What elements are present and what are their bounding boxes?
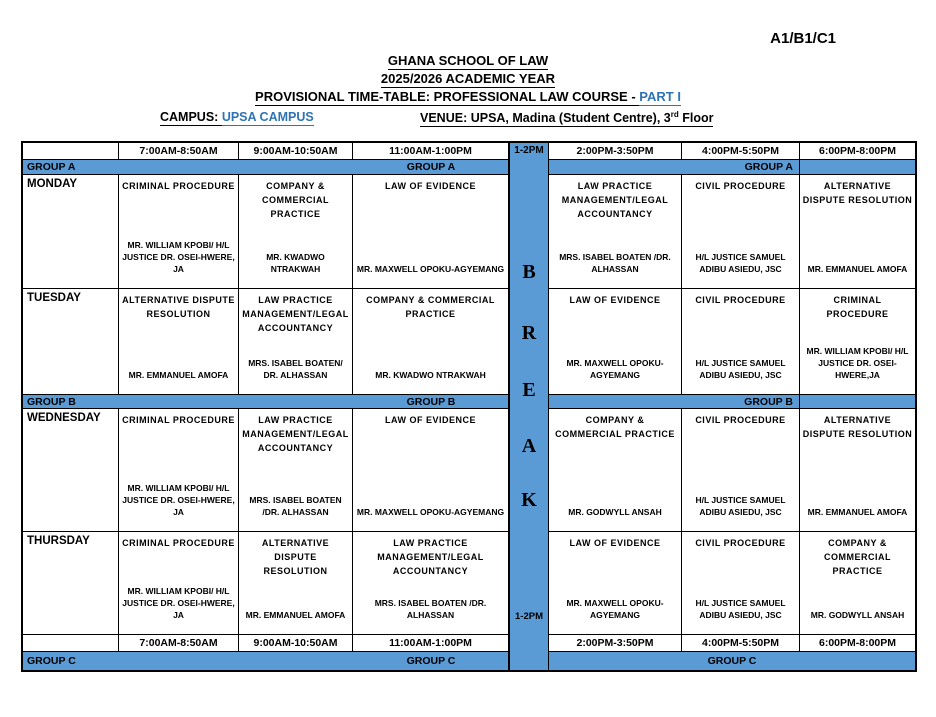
time-header: 6:00PM-8:00PM xyxy=(800,143,915,160)
slot-cell: CRIMINAL PROCEDURE MR. WILLIAM KPOBI/ H/L JUSTICE DR. OSEI-HWERE, JA xyxy=(119,532,239,635)
time-header: 2:00PM-3:50PM xyxy=(549,143,682,160)
campus-line: CAMPUS: UPSA CAMPUS xyxy=(160,110,314,124)
slot-cell: COMPANY & COMMERCIAL PRACTICE MR. GODWYLL ANSAH xyxy=(549,409,682,532)
break-letter: R xyxy=(521,322,537,344)
slot-cell: ALTERNATIVE DISPUTE RESOLUTION MR. EMMANUEL AMOFA xyxy=(119,289,239,395)
group-b-bar-right: GROUP B xyxy=(549,395,800,409)
slot-cell: COMPANY & COMMERCIAL PRACTICE MR. KWADWO NTRAKWAH xyxy=(353,289,509,395)
group-c-bar-left: GROUP C GROUP C xyxy=(23,652,509,670)
slot-cell: LAW OF EVIDENCE MR. MAXWELL OPOKU-AGYEMANG xyxy=(353,409,509,532)
school-title: GHANA SCHOOL OF LAW xyxy=(387,53,549,68)
day-label: WEDNESDAY xyxy=(23,409,119,532)
group-c-bar-right: GROUP C xyxy=(549,652,915,670)
document-title: PROVISIONAL TIME-TABLE: PROFESSIONAL LAW COURSE - PART I xyxy=(255,89,681,104)
slot-cell: CRIMINAL PROCEDURE MR. WILLIAM KPOBI/ H/L JUSTICE DR. OSEI-HWERE, JA xyxy=(119,409,239,532)
corner-cell xyxy=(23,143,119,160)
corner-cell xyxy=(23,635,119,652)
slot-cell: LAW PRACTICE MANAGEMENT/LEGAL ACCOUNTANCY MRS. ISABEL BOATEN /DR. ALHASSAN xyxy=(353,532,509,635)
document-header xyxy=(0,52,936,106)
slot-cell: LAW OF EVIDENCE MR. MAXWELL OPOKU-AGYEMANG xyxy=(353,175,509,289)
slot-cell: CIVIL PROCEDURE H/L JUSTICE SAMUEL ADIBU ASIEDU, JSC xyxy=(682,532,800,635)
slot-cell: ALTERNATIVE DISPUTE RESOLUTION MR. EMMANUEL AMOFA xyxy=(800,175,915,289)
time-footer: 2:00PM-3:50PM xyxy=(549,635,682,652)
break-letter: B xyxy=(522,261,536,283)
slot-cell: LAW OF EVIDENCE MR. MAXWELL OPOKU-AGYEMANG xyxy=(549,289,682,395)
time-header: 9:00AM-10:50AM xyxy=(239,143,353,160)
slot-cell: ALTERNATIVE DISPUTE RESOLUTION MR. EMMANUEL AMOFA xyxy=(239,532,353,635)
slot-cell: LAW PRACTICE MANAGEMENT/LEGAL ACCOUNTANCY MRS. ISABEL BOATEN /DR. ALHASSAN xyxy=(239,409,353,532)
group-a-bar-left: GROUP A GROUP A xyxy=(23,160,509,175)
break-time-bottom: 1-2PM xyxy=(515,611,543,622)
slot-cell: COMPANY & COMMERCIAL PRACTICE MR. KWADWO NTRAKWAH xyxy=(239,175,353,289)
time-footer: 4:00PM-5:50PM xyxy=(682,635,800,652)
time-footer: 11:00AM-1:00PM xyxy=(353,635,509,652)
academic-year: 2025/2026 ACADEMIC YEAR xyxy=(380,71,556,86)
slot-cell: LAW OF EVIDENCE MR. MAXWELL OPOKU-AGYEMANG xyxy=(549,532,682,635)
slot-cell: CRIMINAL PROCEDURE MR. WILLIAM KPOBI/ H/L JUSTICE DR. OSEI-HWERE, JA xyxy=(119,175,239,289)
group-a-bar-end xyxy=(800,160,915,175)
slot-cell: LAW PRACTICE MANAGEMENT/LEGAL ACCOUNTANCY MRS. ISABEL BOATEN /DR. ALHASSAN xyxy=(549,175,682,289)
time-footer: 6:00PM-8:00PM xyxy=(800,635,915,652)
slot-cell: CIVIL PROCEDURE H/L JUSTICE SAMUEL ADIBU ASIEDU, JSC xyxy=(682,175,800,289)
slot-cell: ALTERNATIVE DISPUTE RESOLUTION MR. EMMANUEL AMOFA xyxy=(800,409,915,532)
break-letter: A xyxy=(521,435,537,457)
ordinal-sup: rd xyxy=(670,110,679,119)
day-label: TUESDAY xyxy=(23,289,119,395)
slot-cell: COMPANY & COMMERCIAL PRACTICE MR. GODWYLL ANSAH xyxy=(800,532,915,635)
day-label: MONDAY xyxy=(23,175,119,289)
doc-code: A1/B1/C1 xyxy=(770,30,836,47)
campus-venue-row xyxy=(0,110,936,130)
time-header: 4:00PM-5:50PM xyxy=(682,143,800,160)
slot-cell: LAW PRACTICE MANAGEMENT/LEGAL ACCOUNTANCY MRS. ISABEL BOATEN/ DR. ALHASSAN xyxy=(239,289,353,395)
part-link[interactable]: PART I xyxy=(639,89,681,104)
group-b-bar-end xyxy=(800,395,915,409)
slot-cell: CIVIL PROCEDURE H/L JUSTICE SAMUEL ADIBU ASIEDU, JSC xyxy=(682,289,800,395)
time-footer: 7:00AM-8:50AM xyxy=(119,635,239,652)
time-footer: 9:00AM-10:50AM xyxy=(239,635,353,652)
time-header: 7:00AM-8:50AM xyxy=(119,143,239,160)
slot-cell: CIVIL PROCEDURE H/L JUSTICE SAMUEL ADIBU ASIEDU, JSC xyxy=(682,409,800,532)
group-b-bar-left: GROUP B GROUP B xyxy=(23,395,509,409)
group-a-bar-right: GROUP A xyxy=(549,160,800,175)
break-time-top: 1-2PM xyxy=(514,145,544,156)
timetable-grid xyxy=(21,141,917,672)
break-letter: E xyxy=(522,379,536,401)
time-header: 11:00AM-1:00PM xyxy=(353,143,509,160)
venue-line: VENUE: UPSA, Madina (Student Centre), 3rd Floor xyxy=(420,110,714,126)
break-column xyxy=(509,143,549,670)
slot-cell: CRIMINAL PROCEDURE MR. WILLIAM KPOBI/ H/L JUSTICE DR. OSEI-HWERE,JA xyxy=(800,289,915,395)
day-label: THURSDAY xyxy=(23,532,119,635)
campus-link[interactable]: UPSA CAMPUS xyxy=(221,110,314,124)
break-letter: K xyxy=(521,489,537,511)
